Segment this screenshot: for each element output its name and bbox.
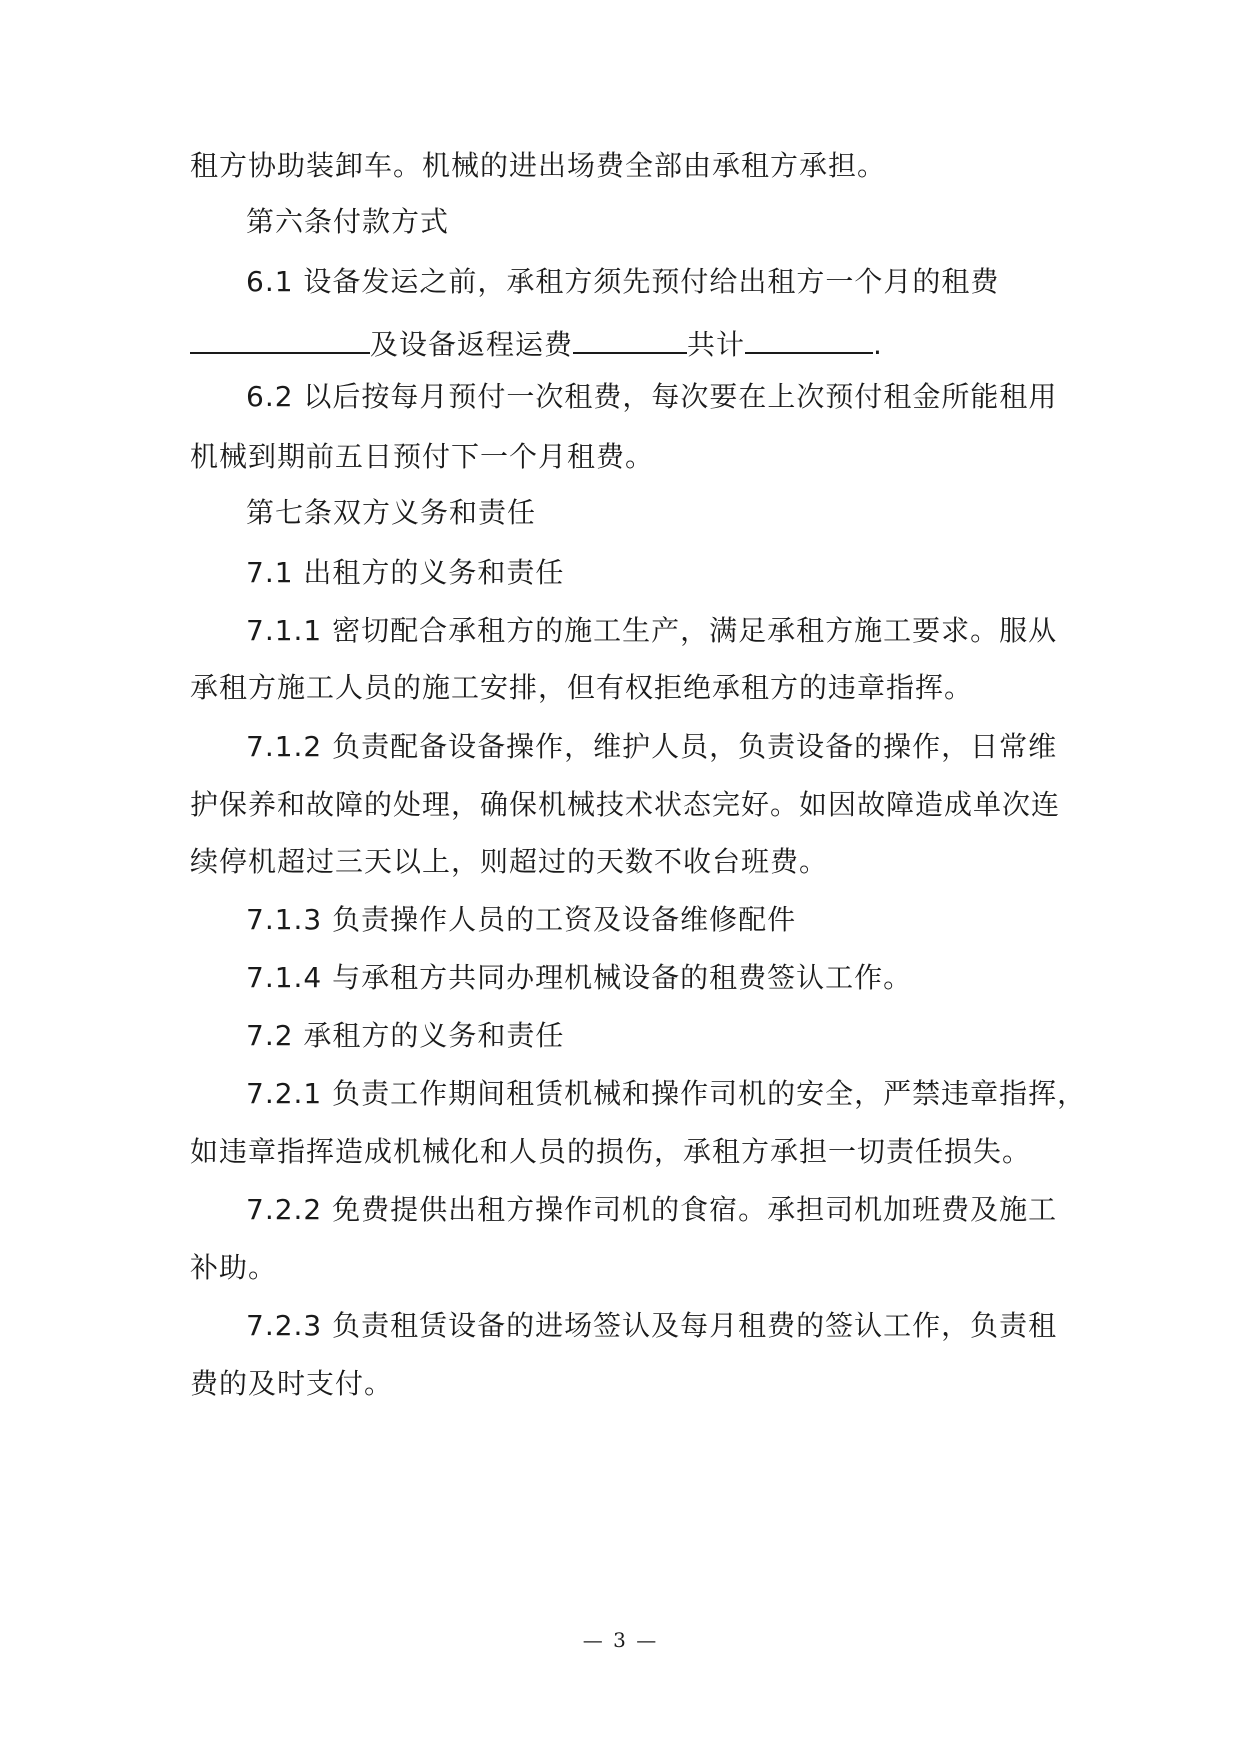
text-line: 7.2.1 负责工作期间租赁机械和操作司机的安全，严禁违章指挥， — [246, 1077, 1087, 1110]
subsection-heading: 7.2 承租方的义务和责任 — [246, 1019, 565, 1052]
text-line: 7.1.1 密切配合承租方的施工生产，满足承租方施工要求。服从 — [246, 614, 1058, 647]
payment-blanks-line — [190, 322, 883, 365]
text-line: 7.1.4 与承租方共同办理机械设备的租费签认工作。 — [246, 961, 913, 994]
text-line: 7.1.2 负责配备设备操作，维护人员，负责设备的操作，日常维 — [246, 730, 1058, 763]
text-line: 7.2.2 免费提供出租方操作司机的食宿。承担司机加班费及施工 — [246, 1193, 1058, 1226]
text-line: 费的及时支付。 — [190, 1367, 394, 1400]
text-line: 如违章指挥造成机械化和人员的损伤，承租方承担一切责任损失。 — [190, 1135, 1032, 1168]
page-number: — 3 — — [582, 1628, 659, 1652]
text-fragment: 及设备返程运费 — [370, 328, 574, 361]
text-fragment: . — [873, 328, 883, 361]
text-line: 6.1 设备发运之前，承租方须先预付给出租方一个月的租费 — [246, 265, 1000, 298]
section-heading-article-7: 第七条双方义务和责任 — [246, 496, 537, 529]
text-line: 6.2 以后按每月预付一次租费，每次要在上次预付租金所能租用 — [246, 380, 1058, 413]
blank-return-freight — [573, 322, 687, 354]
text-line: 机械到期前五日预付下一个月租费。 — [190, 440, 655, 473]
blank-rent-amount — [190, 322, 370, 354]
text-line: 7.2.3 负责租赁设备的进场签认及每月租费的签认工作，负责租 — [246, 1309, 1058, 1342]
text-line: 补助。 — [190, 1251, 278, 1284]
text-line: 续停机超过三天以上，则超过的天数不收台班费。 — [190, 845, 829, 878]
text-line: 7.1.3 负责操作人员的工资及设备维修配件 — [246, 903, 797, 936]
text-fragment: 共计 — [687, 328, 746, 361]
text-line: 护保养和故障的处理，确保机械技术状态完好。如因故障造成单次连 — [190, 788, 1061, 821]
section-heading-article-6: 第六条付款方式 — [246, 205, 450, 238]
text-line: 租方协助装卸车。机械的进出场费全部由承租方承担。 — [190, 149, 887, 182]
blank-total — [745, 322, 873, 354]
text-line: 承租方施工人员的施工安排，但有权拒绝承租方的违章指挥。 — [190, 671, 974, 704]
subsection-heading: 7.1 出租方的义务和责任 — [246, 556, 565, 589]
